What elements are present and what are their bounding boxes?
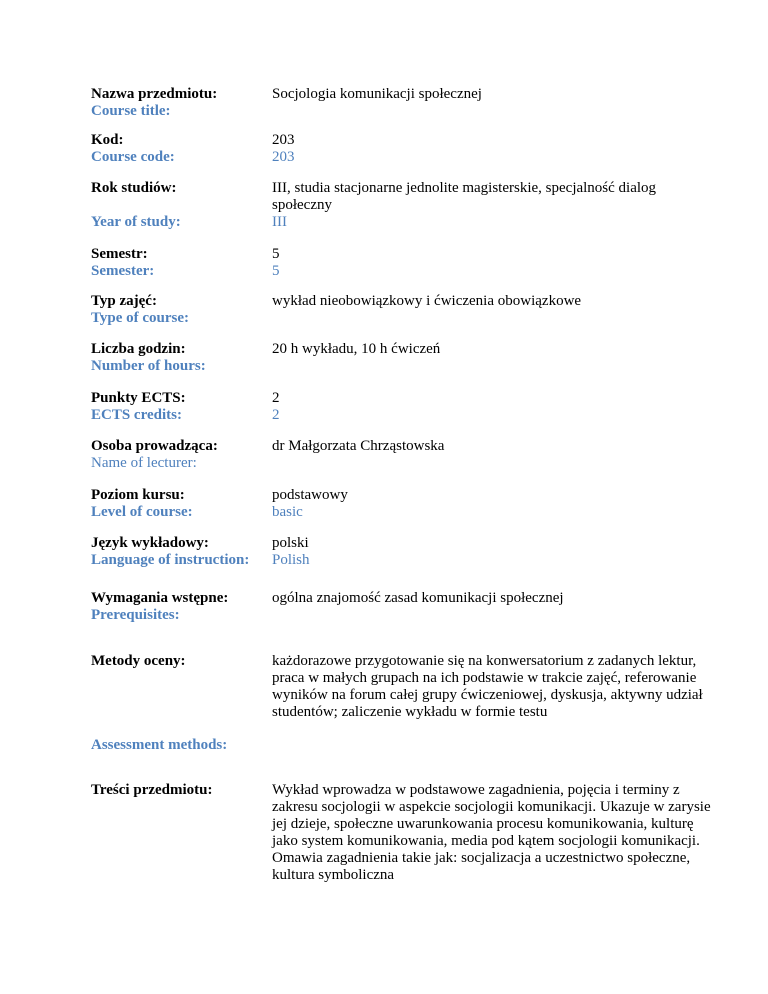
assessment-row: [91, 653, 711, 753]
course-code-label: [91, 132, 269, 166]
lecturer-value: [272, 438, 712, 455]
number-of-hours-value-pl: 20 h wykładu, 10 h ćwiczeń: [272, 341, 441, 357]
type-of-course-value: [272, 293, 712, 310]
language-value: [272, 535, 712, 569]
course-content-value-pl: Wykład wprowadza w podstawowe zagadnienia, pojęcia i terminy z zakresu socjologii w aspekcie socjologii komunikacji. Ukazuje w zarysie jej dzieje, społeczne uwarunkowania procesu komunikowania, kulturę jako system komunikowania, media pod kątem socjologii komunikacji. Omawia zagadnienia takie jak: socjalizacja a uczestnictwo społeczne, kultura symboliczna: [272, 782, 711, 883]
prerequisites-label-en: Prerequisites:: [91, 607, 180, 623]
semester-value: [272, 246, 712, 280]
prerequisites-label: [91, 590, 269, 624]
year-of-study-value-en: III: [272, 214, 287, 230]
prerequisites-label-pl: Wymagania wstępne:: [91, 590, 229, 606]
lecturer-label-pl: Osoba prowadząca:: [91, 438, 218, 454]
ects-credits-label-pl: Punkty ECTS:: [91, 390, 186, 406]
ects-credits-value-en: 2: [272, 407, 280, 423]
level-of-course-value-pl: podstawowy: [272, 487, 348, 503]
type-of-course-label-en: Type of course:: [91, 310, 190, 326]
year-of-study-label-en: Year of study:: [91, 214, 181, 230]
prerequisites-value-pl: ogólna znajomość zasad komunikacji społecznej: [272, 590, 564, 606]
course-title-value: [272, 86, 712, 103]
lecturer-row: [91, 438, 711, 474]
course-content-value: [272, 782, 712, 884]
ects-credits-label: [91, 390, 269, 424]
course-code-label-pl: Kod:: [91, 132, 124, 148]
course-title-row: [91, 86, 711, 122]
course-code-row: [91, 132, 711, 168]
language-label-en: Language of instruction:: [91, 552, 250, 568]
language-label: [91, 535, 269, 569]
language-row: [91, 535, 711, 571]
number-of-hours-label-pl: Liczba godzin:: [91, 341, 186, 357]
course-title-label-en: Course title:: [91, 103, 171, 119]
type-of-course-label-pl: Typ zajęć:: [91, 293, 157, 309]
year-of-study-label-pl: Rok studiów:: [91, 180, 177, 196]
level-of-course-label: [91, 487, 269, 521]
semester-label-en: Semester:: [91, 263, 155, 279]
language-value-pl: polski: [272, 535, 309, 551]
number-of-hours-label-en: Number of hours:: [91, 358, 206, 374]
ects-credits-value: [272, 390, 712, 424]
ects-credits-row: [91, 390, 711, 426]
course-content-label-pl: Treści przedmiotu:: [91, 782, 213, 798]
assessment-label-pl: Metody oceny:: [91, 653, 186, 669]
type-of-course-label: [91, 293, 269, 327]
prerequisites-value: [272, 590, 712, 607]
ects-credits-value-pl: 2: [272, 390, 280, 406]
lecturer-label-en: Name of lecturer:: [91, 455, 197, 471]
semester-row: [91, 246, 711, 282]
course-title-label: [91, 86, 269, 120]
semester-value-pl: 5: [272, 246, 280, 262]
year-of-study-value-pl: III, studia stacjonarne jednolite magisterskie, specjalność dialog społeczny: [272, 180, 657, 213]
number-of-hours-label: [91, 341, 269, 375]
course-code-value-pl: 203: [272, 132, 295, 148]
semester-label-pl: Semestr:: [91, 246, 148, 262]
course-title-value-pl: Socjologia komunikacji społecznej: [272, 86, 482, 102]
type-of-course-row: [91, 293, 711, 329]
course-content-row: [91, 782, 711, 902]
number-of-hours-value: [272, 341, 712, 358]
level-of-course-label-en: Level of course:: [91, 504, 193, 520]
assessment-value: [272, 653, 712, 721]
level-of-course-value-en: basic: [272, 504, 303, 520]
semester-label: [91, 246, 269, 280]
level-of-course-label-pl: Poziom kursu:: [91, 487, 185, 503]
assessment-value-pl: każdorazowe przygotowanie się na konwersatorium z zadanych lektur, praca w małych grupach na ich podstawie w trakcie zajęć, referowanie wyników na forum całej grupy ćwiczeniowej, dyskusja, aktywny udział studentów; zaliczenie wykładu w formie testu: [272, 653, 703, 720]
course-title-label-pl: Nazwa przedmiotu:: [91, 86, 218, 102]
language-value-en: Polish: [272, 552, 310, 568]
type-of-course-value-pl: wykład nieobowiązkowy i ćwiczenia obowiązkowe: [272, 293, 582, 309]
year-of-study-row: [91, 180, 711, 234]
level-of-course-value: [272, 487, 712, 521]
assessment-label-en: Assessment methods:: [91, 737, 228, 753]
course-code-value: [272, 132, 712, 166]
course-code-label-en: Course code:: [91, 149, 175, 165]
semester-value-en: 5: [272, 263, 280, 279]
language-label-pl: Język wykładowy:: [91, 535, 209, 551]
lecturer-value-pl: dr Małgorzata Chrząstowska: [272, 438, 445, 454]
course-content-label: [91, 782, 269, 799]
lecturer-label: [91, 438, 269, 472]
prerequisites-row: [91, 590, 711, 626]
number-of-hours-row: [91, 341, 711, 377]
course-code-value-en: 203: [272, 149, 295, 165]
year-of-study-value: [272, 180, 712, 231]
level-of-course-row: [91, 487, 711, 523]
ects-credits-label-en: ECTS credits:: [91, 407, 182, 423]
